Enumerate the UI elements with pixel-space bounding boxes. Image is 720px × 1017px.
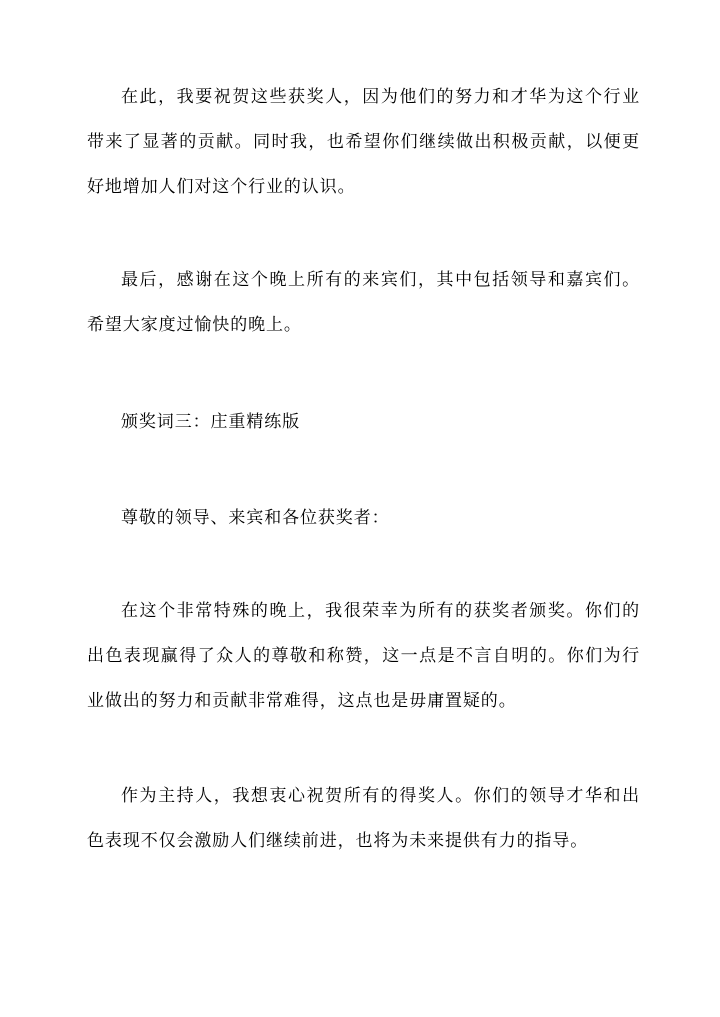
paragraph-host-congratulations: 作为主持人，我想衷心祝贺所有的得奖人。你们的领导才华和出色表现不仅会激励人们继续前进，也将为未来提供有力的指导。 bbox=[87, 786, 640, 851]
salutation: 尊敬的领导、来宾和各位获奖者： bbox=[121, 508, 390, 528]
section-heading: 颁奖词三：庄重精练版 bbox=[121, 412, 300, 432]
paragraph-award-honor: 在这个非常特殊的晚上，我很荣幸为所有的获奖者颁奖。你们的出色表现赢得了众人的尊敬和称赞，这一点是不言自明的。你们为行业做出的努力和贡献非常难得，这点也是毋庸置疑的。 bbox=[87, 601, 640, 711]
paragraph-congratulations: 在此，我要祝贺这些获奖人，因为他们的努力和才华为这个行业带来了显著的贡献。同时我，也希望你们继续做出积极贡献，以便更好地增加人们对这个行业的认识。 bbox=[87, 87, 640, 197]
paragraph-thanks-guests: 最后，感谢在这个晚上所有的来宾们，其中包括领导和嘉宾们。希望大家度过愉快的晚上。 bbox=[87, 270, 640, 335]
